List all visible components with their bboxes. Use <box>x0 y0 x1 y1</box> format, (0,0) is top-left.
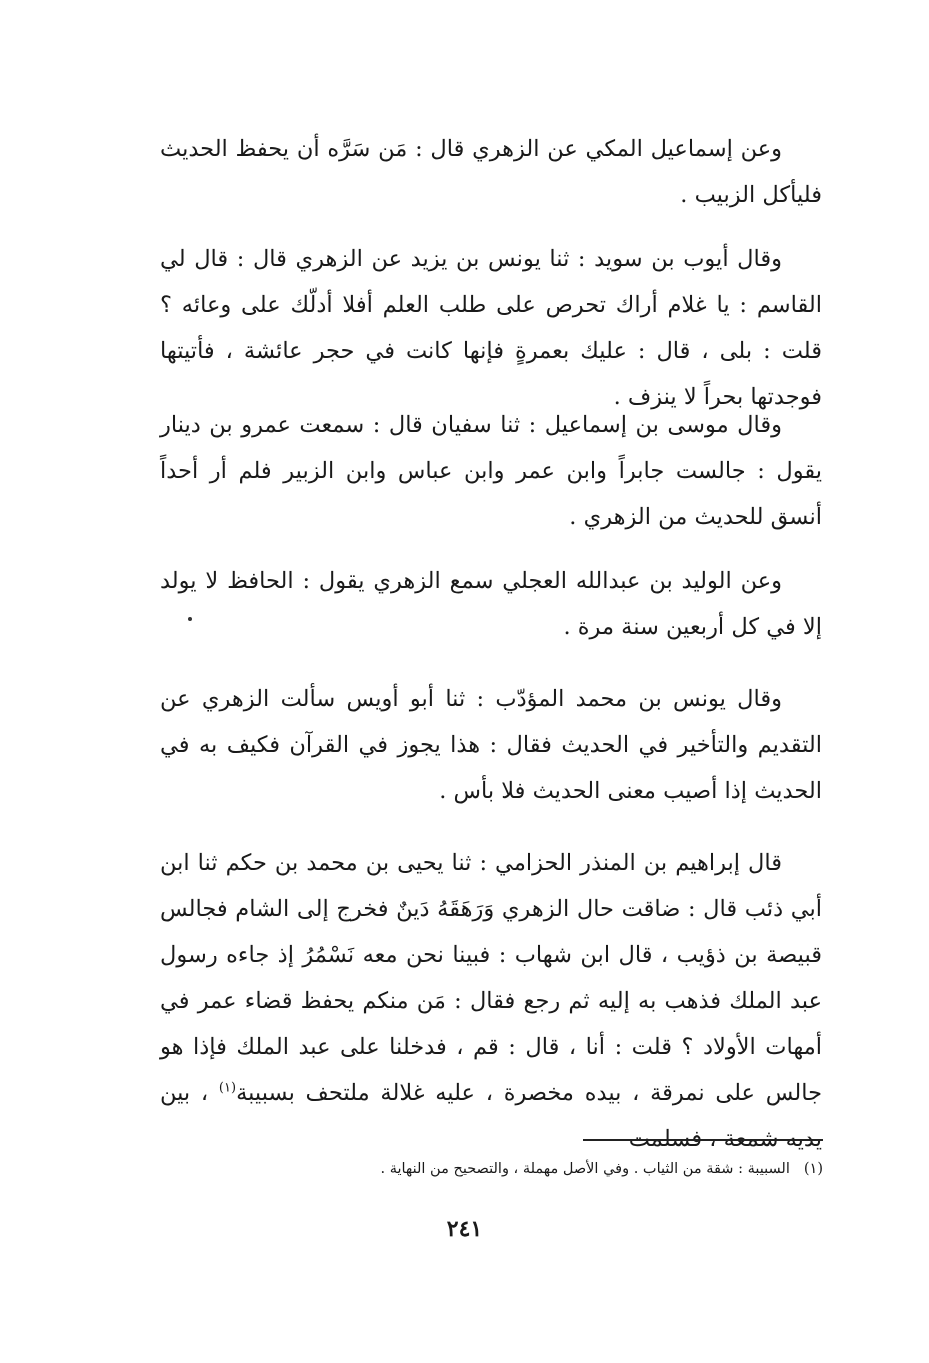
footnote-reference[interactable]: (١) <box>218 1080 237 1096</box>
paragraph-walid-hafiz: وعن الوليد بن عبدالله العجلي سمع الزهري يقول : الحافظ لا يولد إلا في كل أربعين سنة مرة . <box>160 568 822 640</box>
footnote-text: السبيبة : شقة من الثياب . وفي الأصل مهملة ، والتصحيح من النهاية . <box>380 1161 790 1177</box>
footnote <box>161 1158 823 1180</box>
paragraph-yunus-taqdim: وقال يونس بن محمد المؤدّب : ثنا أبو أويس سألت الزهري عن التقديم والتأخير في الحديث فقال : هذا يجوز في القرآن فكيف به في الحديث إذا أصيب معنى الحديث فلا بأس . <box>160 686 822 804</box>
footnote-number: (١) <box>803 1161 823 1177</box>
footnote-divider <box>583 1139 823 1141</box>
page-number: ٢٤١ <box>446 1216 483 1242</box>
paragraph-musa-sufyan: وقال موسى بن إسماعيل : ثنا سفيان قال : سمعت عمرو بن دينار يقول : جالست جابراً وابن عمر وابن عباس وابن الزبير فلم أر أحداً أنسق للحديث من الزهري . <box>160 412 822 530</box>
paragraph-text-continued: ، بين يديه شمعة ، فسلمت <box>160 1080 822 1152</box>
paragraph-zuhri-raisins: وعن إسماعيل المكي عن الزهري قال : مَن سَرَّه أن يحفظ الحديث فليأكل الزبيب . <box>160 136 822 208</box>
paragraph-text: قال إبراهيم بن المنذر الحزامي : ثنا يحيى بن محمد بن حكم ثنا ابن أبي ذئب قال : ضاقت حال الزهري وَرَهَقَهُ دَينٌ فخرج إلى الشام فجالس قبيصة بن ذؤيب ، قال ابن شهاب : فبينا نحن معه نَسْمُرُ إذ جاءه رسول عبد الملك فذهب به إليه ثم رجع فقال : مَن منكم يحفظ قضاء عمر في أمهات الأولاد ؟ قلت : أنا ، قال : قم ، فدخلنا على عبد الملك فإذا هو جالس على نمرقة ، بيده مخصرة ، عليه غلالة ملتحف بسبيبة <box>160 850 822 1106</box>
ink-speck <box>188 617 192 621</box>
paragraph-ayyub-qasim: وقال أيوب بن سويد : ثنا يونس بن يزيد عن الزهري قال : قال لي القاسم : يا غلام أراك تحرص على طلب العلم أفلا أدلّك على وعائه ؟ قلت : بلى ، قال : عليك بعمرةٍ فإنها كانت في حجر عائشة ، فأتيتها فوجدتها بحراً لا ينزف . <box>160 246 822 410</box>
paragraph-ibrahim-mundhir <box>160 840 822 1162</box>
